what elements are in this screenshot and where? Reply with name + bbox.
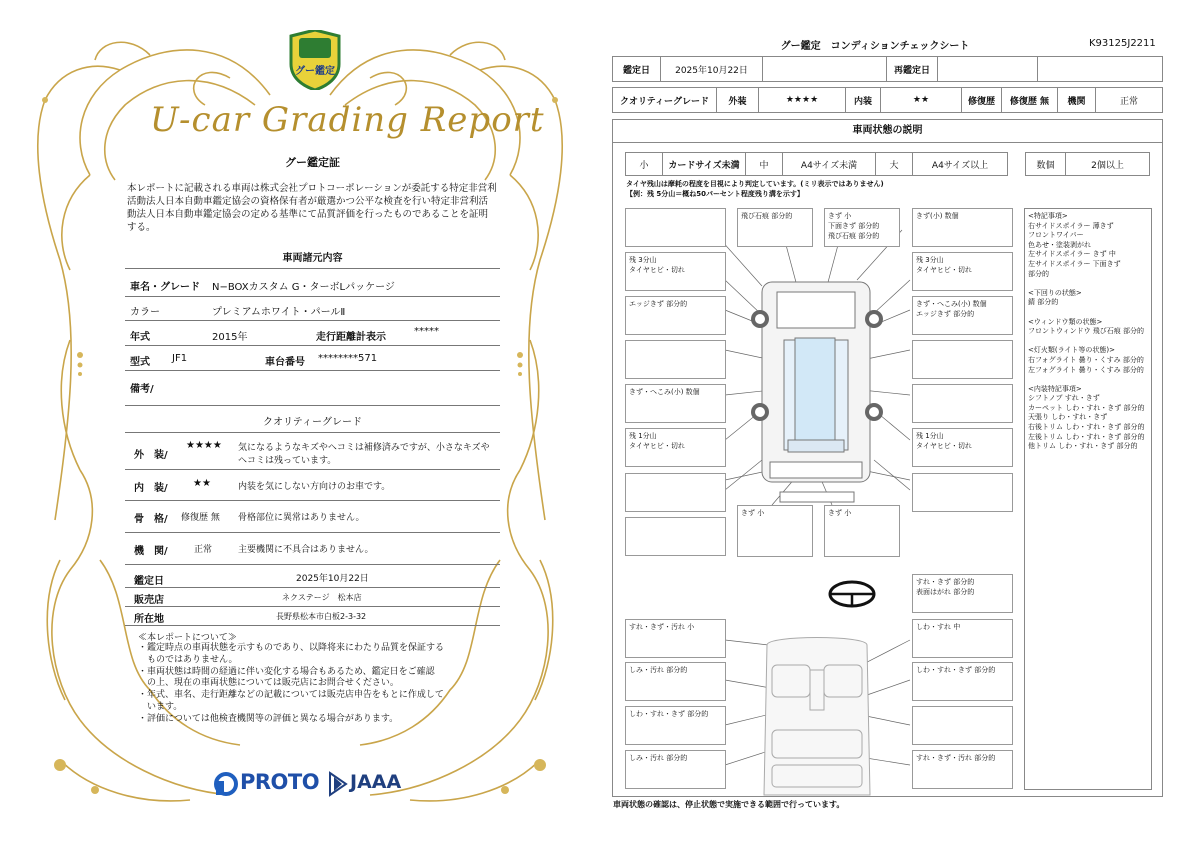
note-line: 錆 部分的	[1028, 298, 1059, 307]
about-line: います。	[138, 701, 183, 712]
engine-grade: 正常	[194, 545, 213, 555]
note-line: 部分的	[1028, 269, 1049, 278]
dealer-label: 販売店	[134, 595, 164, 606]
report-title: U-car Grading Report	[150, 100, 545, 140]
callout-box: きず 小 下面きず 部分的 飛び石痕 部分的	[824, 208, 900, 247]
jaaa-logo	[328, 770, 408, 798]
date-row	[612, 56, 1163, 82]
callout-box: きず・へこみ(小) 数個	[625, 384, 726, 423]
frame-desc: 骨格部位に異常はありません。	[238, 513, 365, 523]
engine-label: 機関	[1058, 88, 1096, 112]
callout-box: 飛び石痕 部分的	[737, 208, 813, 247]
model-value: JF1	[172, 353, 188, 364]
callout-box	[912, 340, 1013, 379]
sheet-title: グー鑑定 コンディションチェックシート	[780, 41, 970, 52]
count-desc: 2個以上	[1091, 160, 1124, 171]
note-line: 右後トリム しわ・すれ・きず 部分的	[1028, 423, 1145, 432]
redate-label: 再鑑定日	[887, 57, 938, 81]
mileage-value: *****	[414, 326, 439, 337]
mileage-label: 走行距離計表示	[316, 332, 386, 343]
repair-label: 修復歴	[962, 88, 1002, 112]
interior-value: ★★	[881, 88, 962, 112]
engine-label: 機 関/	[134, 546, 168, 557]
chassis-label: 車台番号	[265, 357, 305, 368]
callout-box: すれ・きず・汚れ 小	[625, 619, 726, 658]
exterior-desc-1: 気になるようなキズやヘコミは補修済みですが、小さなキズや	[238, 443, 490, 453]
repair-value: 修復歴 無	[1002, 88, 1058, 112]
count-legend	[1025, 152, 1150, 176]
note-line: 左フォグライト 曇り・くすみ 部分的	[1028, 365, 1144, 374]
callout-box	[625, 473, 726, 512]
callout-box: 残 3分山 タイヤヒビ・切れ	[912, 252, 1013, 291]
grade-row	[612, 87, 1163, 113]
name-label: 車名・グレード	[130, 282, 200, 293]
callout-box: きず(小) 数個	[912, 208, 1013, 247]
notes-panel	[1024, 208, 1152, 790]
callout-box: しみ・汚れ 部分的	[625, 662, 726, 701]
interior-grade: ★★	[193, 478, 211, 489]
year-label: 年式	[130, 332, 150, 343]
size-small-desc: カードサイズ未満	[663, 153, 746, 175]
size-legend	[625, 152, 1008, 176]
steering-wheel-icon	[830, 582, 874, 606]
goo-kantei-logo	[287, 30, 343, 90]
address-value: 長野県松本市白板2-3-32	[276, 612, 367, 621]
proto-logo-text: PROTO	[240, 770, 320, 794]
frame-label: 骨 格/	[134, 514, 168, 525]
address-label: 所在地	[134, 614, 164, 625]
note-line: <下回りの状態>	[1028, 288, 1082, 297]
engine-value: 正常	[1119, 96, 1138, 107]
frame-grade: 修復歴 無	[181, 513, 220, 523]
callout-box: きず・へこみ(小) 数個 エッジきず 部分的	[912, 296, 1013, 335]
engine-desc: 主要機関に不具合はありません。	[238, 545, 374, 555]
about-list	[138, 643, 498, 726]
note-line: 天張り しわ・すれ・きず	[1028, 413, 1108, 422]
about-line: ・年式、車名、走行距離などの記載については販売店申告をもとに作成して	[138, 690, 444, 701]
dealer-value: ネクステージ 松本店	[282, 593, 362, 602]
size-large: 大	[876, 153, 913, 175]
callout-box	[625, 208, 726, 247]
date-label: 鑑定日	[613, 57, 661, 81]
model-label: 型式	[130, 357, 150, 368]
jaaa-logo-icon	[328, 771, 348, 797]
note-line: 左サイドスポイラー 下面きず	[1028, 259, 1121, 268]
note-line: 右サイドスポイラー 薄きず	[1028, 221, 1114, 230]
exterior-label: 外 装/	[134, 450, 168, 461]
note-line: <ウィンドウ類の状態>	[1028, 317, 1103, 326]
note-line: カーペット しわ・すれ・きず 部分的	[1028, 403, 1145, 412]
proto-logo	[214, 770, 320, 798]
exterior-label: 外装	[717, 88, 759, 112]
about-line: ものではありません。	[138, 654, 238, 665]
note-line: 色あせ・塗装剥がれ	[1028, 240, 1091, 249]
count-label: 数個	[1026, 153, 1066, 175]
size-small: 小	[626, 153, 663, 175]
name-value: N−BOXカスタム G・ターボLパッケージ	[212, 282, 395, 293]
note-line: フロントウィンドウ 飛び石痕 部分的	[1028, 327, 1145, 336]
footer-note: 車両状態の確認は、停止状態で実施できる範囲で行っています。	[613, 800, 845, 809]
callout-box: しわ・すれ・きず 部分的	[625, 706, 726, 745]
tire-note-2: 【例：残 5分山＝概ね50パーセント程度残り溝を示す】	[626, 190, 804, 198]
exterior-desc-2: ヘコミは残っています。	[238, 456, 337, 466]
note-line: 左後トリム しわ・すれ・きず 部分的	[1028, 432, 1145, 441]
goo-kantei-logo-text: グー鑑定	[295, 66, 335, 77]
interior-label: 内 装/	[134, 483, 168, 494]
color-label: カラー	[130, 307, 160, 318]
interior-desc: 内装を気にしない方向けのお車です。	[238, 482, 391, 492]
proto-logo-icon	[214, 771, 238, 797]
note-line: 他トリム しわ・すれ・きず 部分的	[1028, 442, 1138, 451]
note-line: 左サイドスポイラー きず 中	[1028, 250, 1116, 259]
callout-box: 残 1分山 タイヤヒビ・切れ	[912, 428, 1013, 467]
callout-box: すれ・きず・汚れ 部分的	[912, 750, 1013, 789]
size-large-desc: A4サイズ以上	[931, 160, 989, 171]
chassis-value: ********571	[318, 353, 378, 364]
redate-value	[938, 57, 1038, 81]
callout-box	[912, 706, 1013, 745]
about-line: の上、現在の車両状態については販売店にお問合せください。	[138, 678, 399, 689]
tire-note-1: タイヤ残山は摩耗の程度を目視により判定しています。(ミリ表示ではありません)	[626, 180, 884, 188]
note-line: フロントワイパー	[1028, 231, 1084, 240]
note-line: <灯火類(ライト等の状態)>	[1028, 346, 1115, 355]
about-line: ・鑑定時点の車両状態を示すものであり、以降将来にわたり品質を保証する	[138, 643, 445, 653]
jaaa-logo-text: JAAA	[350, 771, 402, 793]
callout-box: しわ・すれ 中	[912, 619, 1013, 658]
condition-heading: 車両状態の説明	[612, 119, 1163, 143]
appraisal-date-label: 鑑定日	[134, 576, 164, 587]
size-medium-desc: A4サイズ未満	[783, 153, 876, 175]
certificate-heading: グー鑑定証	[285, 156, 340, 169]
callout-box: きず 小	[824, 505, 900, 557]
quality-grade-label: クオリティーグレード	[613, 88, 717, 112]
callout-box: 残 1分山 タイヤヒビ・切れ	[625, 428, 726, 467]
note-line: <特記事項>	[1028, 212, 1068, 220]
about-line: ・評価については他検査機関等の評価と異なる場合があります。	[138, 713, 399, 724]
note-line: <内装特記事項>	[1028, 384, 1082, 393]
certificate-body: 本レポートに記載される車両は株式会社プロトコーポレーションが委託する特定非営利活動法人日本自動車鑑定協会の資格保有者が厳選かつ公平な検査を行い特定非営利活動法人日本自動車鑑定協会の定める基準にて品質評価を行ったものであることを証明する。	[127, 183, 497, 233]
interior-label: 内装	[846, 88, 881, 112]
appraisal-date-value: 2025年10月22日	[296, 574, 369, 584]
callout-box: しわ・すれ・きず 部分的	[912, 662, 1013, 701]
exterior-value: ★★★★	[759, 88, 846, 112]
callout-box	[912, 384, 1013, 423]
callout-box: 残 3分山 タイヤヒビ・切れ	[625, 252, 726, 291]
quality-heading: クオリティーグレード	[263, 417, 362, 428]
exterior-grade: ★★★★	[186, 440, 222, 451]
date-value: 2025年10月22日	[661, 57, 763, 81]
condition-check-sheet	[600, 0, 1200, 848]
callout-box: すれ・きず 部分的 表面はがれ 部分的	[912, 574, 1013, 613]
specs-heading: 車両諸元内容	[282, 253, 343, 264]
callout-box: きず 小	[737, 505, 813, 557]
sheet-id: K93125J2211	[1089, 38, 1156, 49]
color-value: プレミアムホワイト・パールⅡ	[212, 307, 346, 318]
callout-box	[912, 473, 1013, 512]
year-value: 2015年	[212, 332, 248, 343]
size-medium: 中	[746, 153, 783, 175]
note-line: 右フォグライト 曇り・くすみ 部分的	[1028, 355, 1144, 364]
callout-box: エッジきず 部分的	[625, 296, 726, 335]
callout-box	[625, 340, 726, 379]
remarks-label: 備考/	[130, 384, 154, 395]
callout-box: しみ・汚れ 部分的	[625, 750, 726, 789]
note-line: シフトノブ すれ・きず	[1028, 394, 1100, 403]
about-heading: ≪本レポートについて≫	[138, 633, 237, 643]
about-line: ・車両状態は時間の経過に伴い変化する場合もあるため、鑑定日をご確認	[138, 666, 435, 677]
